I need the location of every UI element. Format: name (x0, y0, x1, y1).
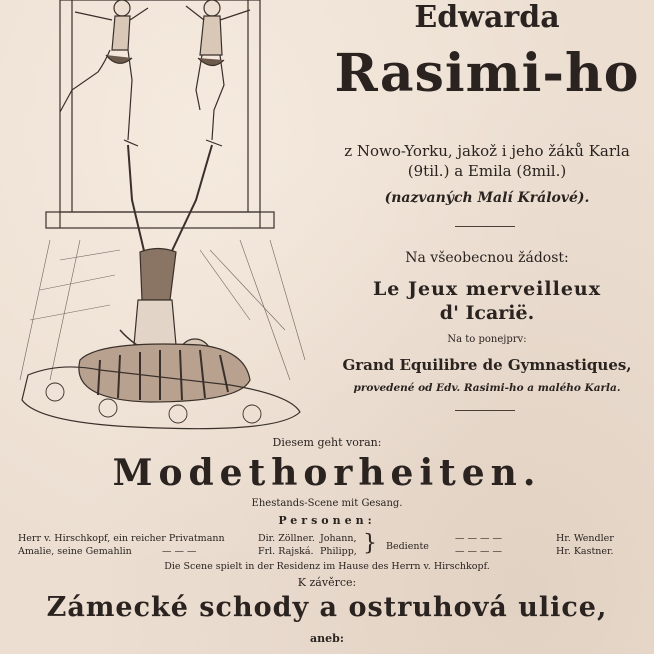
request-line: Na všeobecnou žádost: (405, 250, 569, 266)
cast-left-dash-2: — — — (162, 546, 197, 557)
play-title: Modethorheiten. (112, 452, 542, 494)
performer-surname: Rasimi-ho (334, 43, 640, 104)
cast-left-actor-2: Frl. Rajská. (258, 546, 314, 557)
then-line: Na to ponejprv: (447, 334, 527, 345)
persons-label: Personen: (278, 514, 376, 527)
preceded-line: Diesem geht voran: (272, 436, 382, 449)
cast-left-role-1: Herr v. Hirschkopf, ein reicher Privatmann (18, 533, 225, 544)
aneb-line: aneb: (310, 632, 344, 645)
act2-title: Grand Equilibre de Gymnastiques, (342, 356, 632, 374)
cast-servant-1: Johann, (320, 533, 357, 544)
brace: } (363, 531, 377, 556)
cast-servant-2: Philipp, (320, 546, 357, 557)
play-subtitle: Ehestands-Scene mit Gesang. (251, 498, 403, 509)
act1-title-2: d' Icarië. (439, 302, 535, 324)
divider (455, 410, 515, 411)
cast-right-actor-2: Hr. Kastner. (556, 546, 614, 557)
act1-title: Le Jeux merveilleux (372, 278, 602, 300)
scene-line: Die Scene spielt in der Residenz im Hause des Herrn v. Hirschkopf. (164, 561, 490, 572)
cast-left-actor-1: Dir. Zöllner. (258, 533, 315, 544)
act2-performers: provedené od Edv. Rasimi-ho a malého Karla. (353, 382, 621, 394)
performer-first-name: Edwarda (414, 0, 560, 35)
origin-line: z Nowo-Yorku, jakož i jeho žáků Karla (344, 142, 630, 160)
finale-label: K závěrce: (297, 576, 357, 589)
cast-right-actor-1: Hr. Wendler (556, 533, 614, 544)
nickname-line: (nazvaných Malí Králové). (384, 190, 590, 206)
acrobats-illustration (0, 0, 320, 440)
cast-dash-1: — — — — (455, 533, 503, 544)
pupils-line: (9til.) a Emila (8mil.) (407, 162, 567, 180)
cast-dash-2: — — — — (455, 546, 503, 557)
cast-servant-role: Bediente (386, 541, 429, 552)
finale-title: Zámecké schody a ostruhová ulice, (46, 592, 608, 623)
cast-left-role-2: Amalie, seine Gemahlin (18, 546, 132, 557)
divider (455, 226, 515, 227)
